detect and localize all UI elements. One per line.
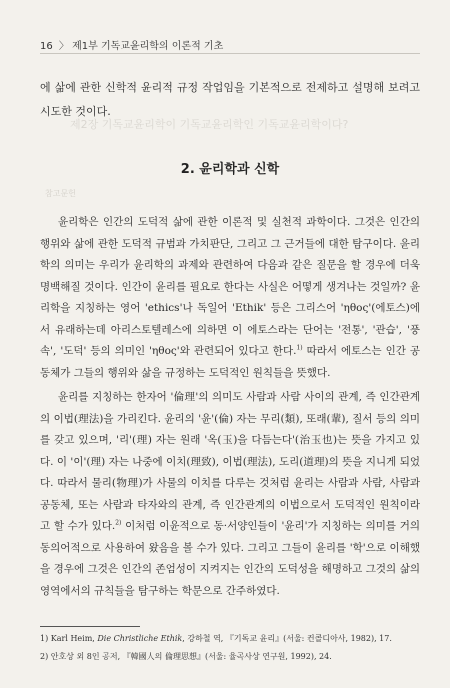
paragraph-1-text: 윤리학은 인간의 도덕적 삶에 관한 이론적 및 실천적 과학이다. 그것은 인간의 행위와 삶에 관한 도덕적 규범과 가치판단, 그리고 그 근거들에 대한 탐구이다. 윤리학의 의미는 우리가 윤리학의 과제와 관련하여 다음과 같은 질문을 할 경우에 더욱 명백해질 것이다. 인간이 윤리를 필요로 한다는 사실은 어떻게 생겨나는 것일까? 윤리학을 지칭하는 영어 'ethics'나 독일어 'Ethik' 등은 그리스어 'ηθος'(에토스)에서 유래하는데 아리스토텔레스에 의하면 이 에토스라는 단어는 '전통', '관습', '풍속', '도덕' 등의 의미인 'ηθος'와 관련되어 있다고 한다. — [40, 216, 420, 357]
footnote-2-author: 안호상 외 8인 공저, — [50, 652, 123, 661]
bleed-through-text: 제2장 기독교윤리학이 기독교윤리학인 기독교윤리학이다? — [70, 118, 349, 131]
footnote-ref-1[interactable]: 1) — [296, 344, 303, 352]
paragraph-2 — [40, 387, 420, 602]
faint-mark: 참고문헌 — [45, 189, 76, 198]
page-number: 16 — [40, 41, 53, 52]
header-rule — [40, 53, 420, 54]
footnote-1-book: Die Christliche Ethik — [97, 634, 183, 643]
header-separator: 〉 — [58, 41, 69, 52]
paragraph-2-text: 윤리를 지칭하는 한자어 '倫理'의 의미도 사람과 사람 사이의 관계, 즉 인간관계의 이법(理法)을 가리킨다. 윤리의 '윤'(倫) 자는 무리(類), 또래(輩), 질서 등의 의미를 갖고 있으며, '리'(理) 자는 원래 '옥(玉)을 다듬는다'(治玉也)는 뜻을 가지고 있다. 이 '이'(理) 자는 나중에 이치(理致), 이법(理法), 도리(道理)의 뜻을 지니게 되었다. 따라서 물리(物理)가 사물의 이치를 다루는 것처럼 윤리는 사람과 사람, 사람과 공동체, 또는 사람과 타자와의 관계, 즉 인간관계의 이법으로서 도덕적인 원칙이라고 할 수가 있다. — [40, 391, 420, 532]
footnote-1-author: Karl Heim, — [50, 634, 98, 643]
section-title: 2. 윤리학과 신학 — [180, 162, 280, 177]
footnote-2-rest: (서울: 율곡사상 연구원, 1992), 24. — [204, 652, 332, 661]
paragraph-1-continuation: 따라서 에토스는 인간 공동체가 그들의 행위와 삶을 규정하는 도덕적인 원칙들을 뜻했다. — [40, 345, 421, 379]
paragraph-2-continuation: 이처럼 이윤적으로 동·서양인들이 '윤리'가 지칭하는 의미를 거의 동의어적으로 사용하여 왔음을 볼 수가 있다. 그리고 그들이 윤리를 '학'으로 이해했을 경우에 그것은 인간의 존엄성이 지켜지는 인간의 도덕성을 해명하고 그것의 삶의 영역에서의 규칙들을 탐구하는 학문으로 간주하였다. — [40, 520, 420, 597]
footnote-1 — [40, 633, 420, 644]
header-title: 제1부 기독교윤리학의 이론적 기초 — [72, 41, 224, 52]
footnote-2 — [40, 651, 420, 662]
intro-text: 에 삶에 관한 신학적 윤리적 규정 작업임을 기본적으로 전제하고 설명해 보려고 시도한 것이다. — [40, 81, 420, 118]
footnote-rule — [40, 626, 140, 627]
running-header — [40, 37, 420, 52]
footnote-ref-2[interactable]: 2) — [115, 519, 122, 527]
footnote-2-book: 『韓國人의 倫理思想』 — [122, 652, 205, 661]
footnote-2-number: 2) — [40, 652, 49, 661]
footnote-1-number: 1) — [40, 634, 49, 643]
paragraph-1 — [40, 212, 420, 384]
footnote-1-rest: , 강하철 역, 『기독교 윤리』(서울: 컨콜디아사, 1982), 17. — [182, 634, 392, 643]
